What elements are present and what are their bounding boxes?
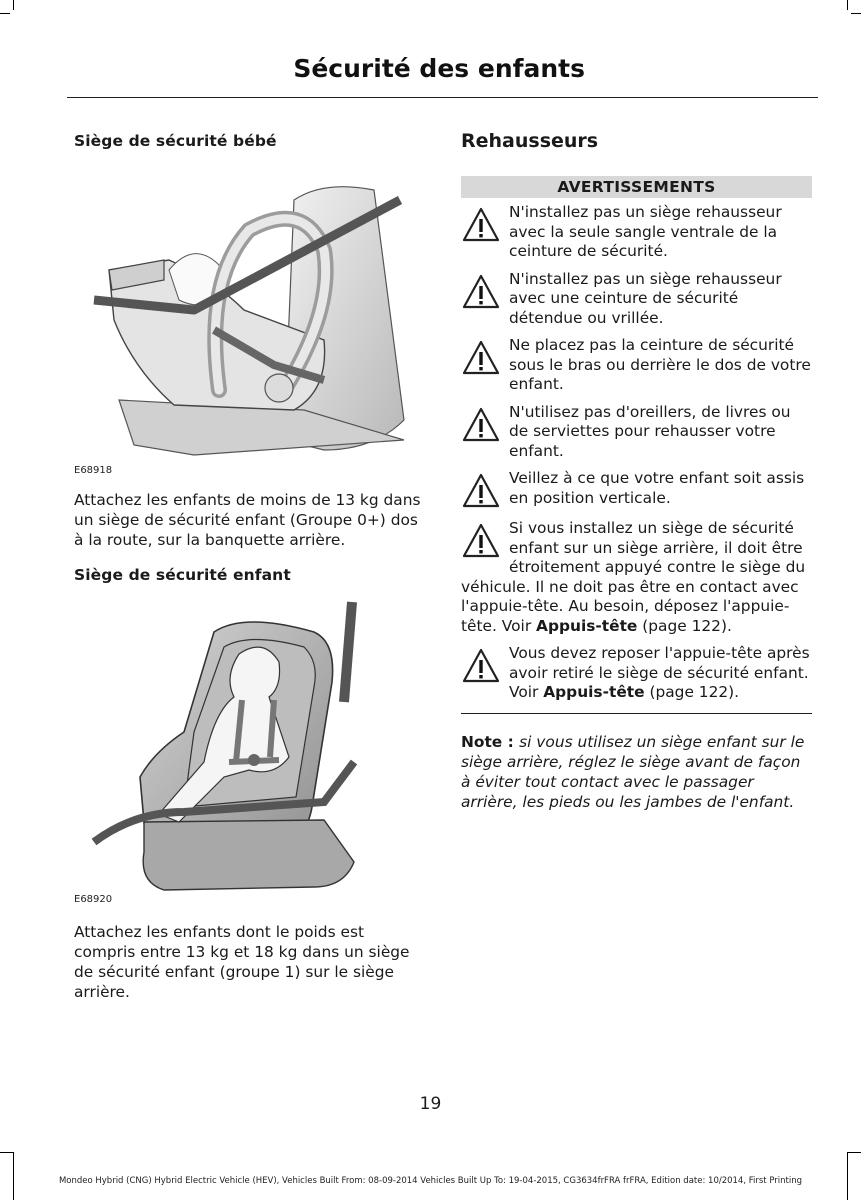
warning-triangle-icon — [461, 646, 501, 686]
page-title: Sécurité des enfants — [293, 54, 585, 83]
paragraph-infant: Attachez les enfants de moins de 13 kg dans un siège de sécurité enfant (Groupe 0+) dos à la route, sur la banquette arrière. — [74, 491, 421, 549]
warning-text: N'installez pas un siège rehausseur avec la seule sangle ventrale de la ceinture de sécurité. — [509, 203, 782, 260]
warning-item — [461, 270, 812, 329]
warning-item — [461, 644, 812, 703]
note — [461, 732, 812, 812]
section-heading-boosters: Rehausseurs — [461, 130, 599, 152]
figure-code: E68918 — [74, 465, 113, 476]
warning-text-body: Si vous installez un siège de sécurité enfant sur un siège arrière, il doit être étroitement appuyé contre le siège du véhicule. Il ne doit pas être en contact avec l'appuie-tête. Au besoin, déposez l'appuie-tête. Voir — [461, 519, 806, 635]
crop-mark — [847, 1152, 861, 1153]
warnings-divider — [461, 713, 812, 714]
page-reference: (page 122). — [644, 683, 740, 701]
warning-triangle-icon — [461, 338, 501, 378]
left-column — [74, 132, 426, 1002]
link-appuis-tete[interactable]: Appuis-tête — [543, 683, 645, 701]
footer-text: Mondeo Hybrid (CNG) Hybrid Electric Vehicle (HEV), Vehicles Built From: 08-09-2014 Vehicles Built Up To: 19-04-2015, CG3634frFRA frFRA, Edition date: 10/2014, First Printing — [58, 1176, 803, 1186]
warning-item — [461, 336, 812, 395]
warning-item — [461, 203, 812, 262]
infant-seat-illustration — [74, 160, 414, 460]
crop-mark — [847, 0, 848, 10]
warning-triangle-icon — [461, 471, 501, 511]
warning-text — [461, 644, 812, 703]
right-column — [461, 130, 812, 812]
link-appuis-tete[interactable]: Appuis-tête — [536, 616, 638, 635]
warning-triangle-icon — [461, 272, 501, 312]
child-seat-illustration — [74, 592, 414, 892]
warning-item — [461, 469, 812, 511]
section-heading-infant-seat: Siège de sécurité bébé — [74, 132, 277, 150]
warning-text — [461, 519, 812, 636]
figure-infant-seat — [74, 160, 424, 478]
warning-text-body: Vous devez reposer l'appuie-tête après avoir retiré le siège de sécurité enfant. Voir — [509, 644, 810, 701]
figure-code: E68920 — [74, 894, 113, 905]
figure-child-seat — [74, 592, 424, 910]
warning-triangle-icon — [461, 521, 501, 561]
note-label: Note : — [461, 732, 520, 751]
section-heading-child-seat: Siège de sécurité enfant — [74, 566, 291, 584]
warning-triangle-icon — [461, 405, 501, 445]
warning-text: N'installez pas un siège rehausseur avec une ceinture de sécurité détendue ou vrillée. — [509, 269, 782, 327]
title-divider — [67, 97, 818, 98]
page-number: 19 — [419, 1094, 442, 1114]
crop-mark — [851, 13, 861, 14]
crop-mark — [0, 1152, 13, 1153]
warning-text: Ne placez pas la ceinture de sécurité sous le bras ou derrière le dos de votre enfant. — [509, 336, 811, 393]
note-text: si vous utilisez un siège enfant sur le siège arrière, réglez le siège avant de façon à éviter tout contact avec le passager arrière, les pieds ou les jambes de l'enfant. — [461, 732, 805, 811]
warning-text: Veillez à ce que votre enfant soit assis en position verticale. — [509, 469, 805, 507]
crop-mark — [13, 0, 14, 10]
warning-item — [461, 519, 812, 636]
warning-item — [461, 403, 812, 462]
paragraph-child: Attachez les enfants dont le poids est compris entre 13 kg et 18 kg dans un siège de sécurité enfant (groupe 1) sur le siège arrière. — [74, 923, 410, 1001]
page-reference: (page 122). — [637, 616, 732, 635]
warning-text: N'utilisez pas d'oreillers, de livres ou de serviettes pour rehausser votre enfant. — [509, 402, 791, 460]
warning-triangle-icon — [461, 205, 501, 245]
crop-mark — [0, 13, 10, 14]
warnings-header: AVERTISSEMENTS — [461, 176, 812, 198]
